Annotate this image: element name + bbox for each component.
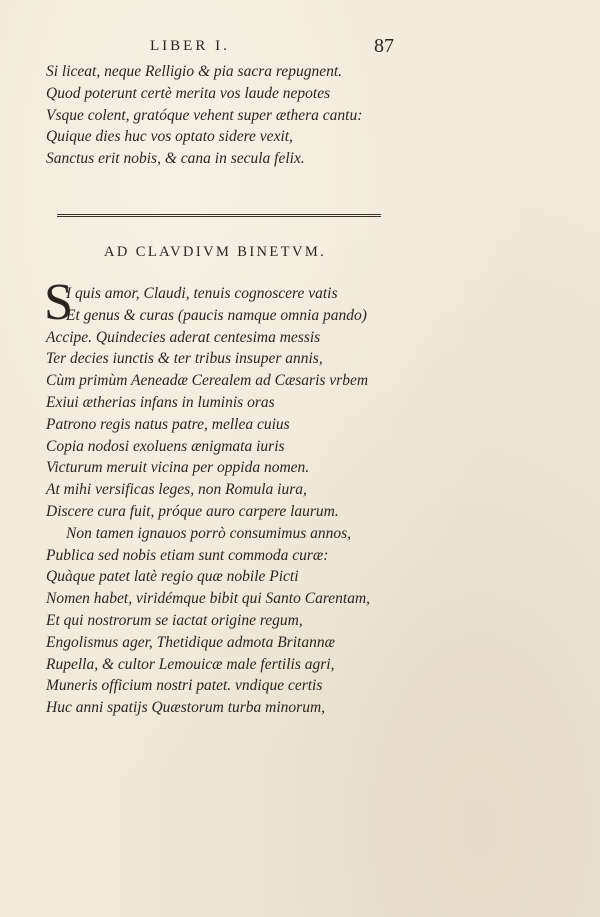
poem-body xyxy=(46,283,370,719)
verse-line: Exiui ætherias infans in luminis oras xyxy=(46,393,275,411)
verse-line: Cùm primùm Aeneadæ Cerealem ad Cæsaris vrbem xyxy=(46,372,369,390)
running-head xyxy=(0,35,600,62)
poem-heading: AD CLAVDIVM BINETVM. xyxy=(104,244,327,260)
verse-line: Ter decies iunctis & ter tribus insuper annis, xyxy=(46,350,323,368)
verse-line: Si liceat, neque Relligio & pia sacra repugnent. xyxy=(46,63,343,80)
verse-line: Et genus & curas (paucis namque omnia pando) xyxy=(66,306,367,324)
verse-line: Quique dies huc vos optato sidere vexit, xyxy=(46,128,293,146)
verse-line: Quàque patet latè regio quæ nobile Picti xyxy=(46,568,299,586)
section-divider-rule xyxy=(57,214,381,217)
verse-line: Engolismus ager, Thetidique admota Britannæ xyxy=(46,633,335,651)
page-number: 87 xyxy=(374,35,394,57)
verse-line: Et qui nostrorum se iactat origine regum, xyxy=(46,611,303,629)
verse-line: Nomen habet, viridémque bibit qui Santo Carentam, xyxy=(46,590,371,608)
verse-line: Rupella, & cultor Lemouicæ male fertilis agri, xyxy=(46,655,335,673)
verse-line: At mihi versificas leges, non Romula iura, xyxy=(46,481,307,499)
verse-line: I quis amor, Claudi, tenuis cognoscere vatis xyxy=(66,285,338,302)
verse-line: Sanctus erit nobis, & cana in secula felix. xyxy=(46,150,305,168)
verse-line: Copia nodosi exoluens ænigmata iuris xyxy=(46,437,285,455)
verse-line: Huc anni spatijs Quæstorum turba minorum, xyxy=(46,699,326,717)
verse-line: Muneris officium nostri patet. vndique certis xyxy=(46,677,323,695)
verse-line: Accipe. Quindecies aderat centesima messis xyxy=(46,328,321,346)
drop-capital: S xyxy=(44,274,73,331)
verse-line: Victurum meruit vicina per oppida nomen. xyxy=(46,459,310,477)
verse-line: Publica sed nobis etiam sunt commoda curæ: xyxy=(46,546,329,564)
running-head-title: LIBER I. xyxy=(150,38,230,54)
verse-line: Non tamen ignauos porrò consumimus annos, xyxy=(66,524,352,542)
verse-line: Discere cura fuit, próque auro carpere laurum. xyxy=(46,502,339,520)
verse-line: Patrono regis natus patre, mellea cuius xyxy=(46,415,290,433)
top-verse-block xyxy=(46,61,362,170)
verse-line: Vsque colent, gratóque vehent super æthera cantu: xyxy=(46,106,363,124)
verse-line: Quod poterunt certè merita vos laude nepotes xyxy=(46,84,331,102)
